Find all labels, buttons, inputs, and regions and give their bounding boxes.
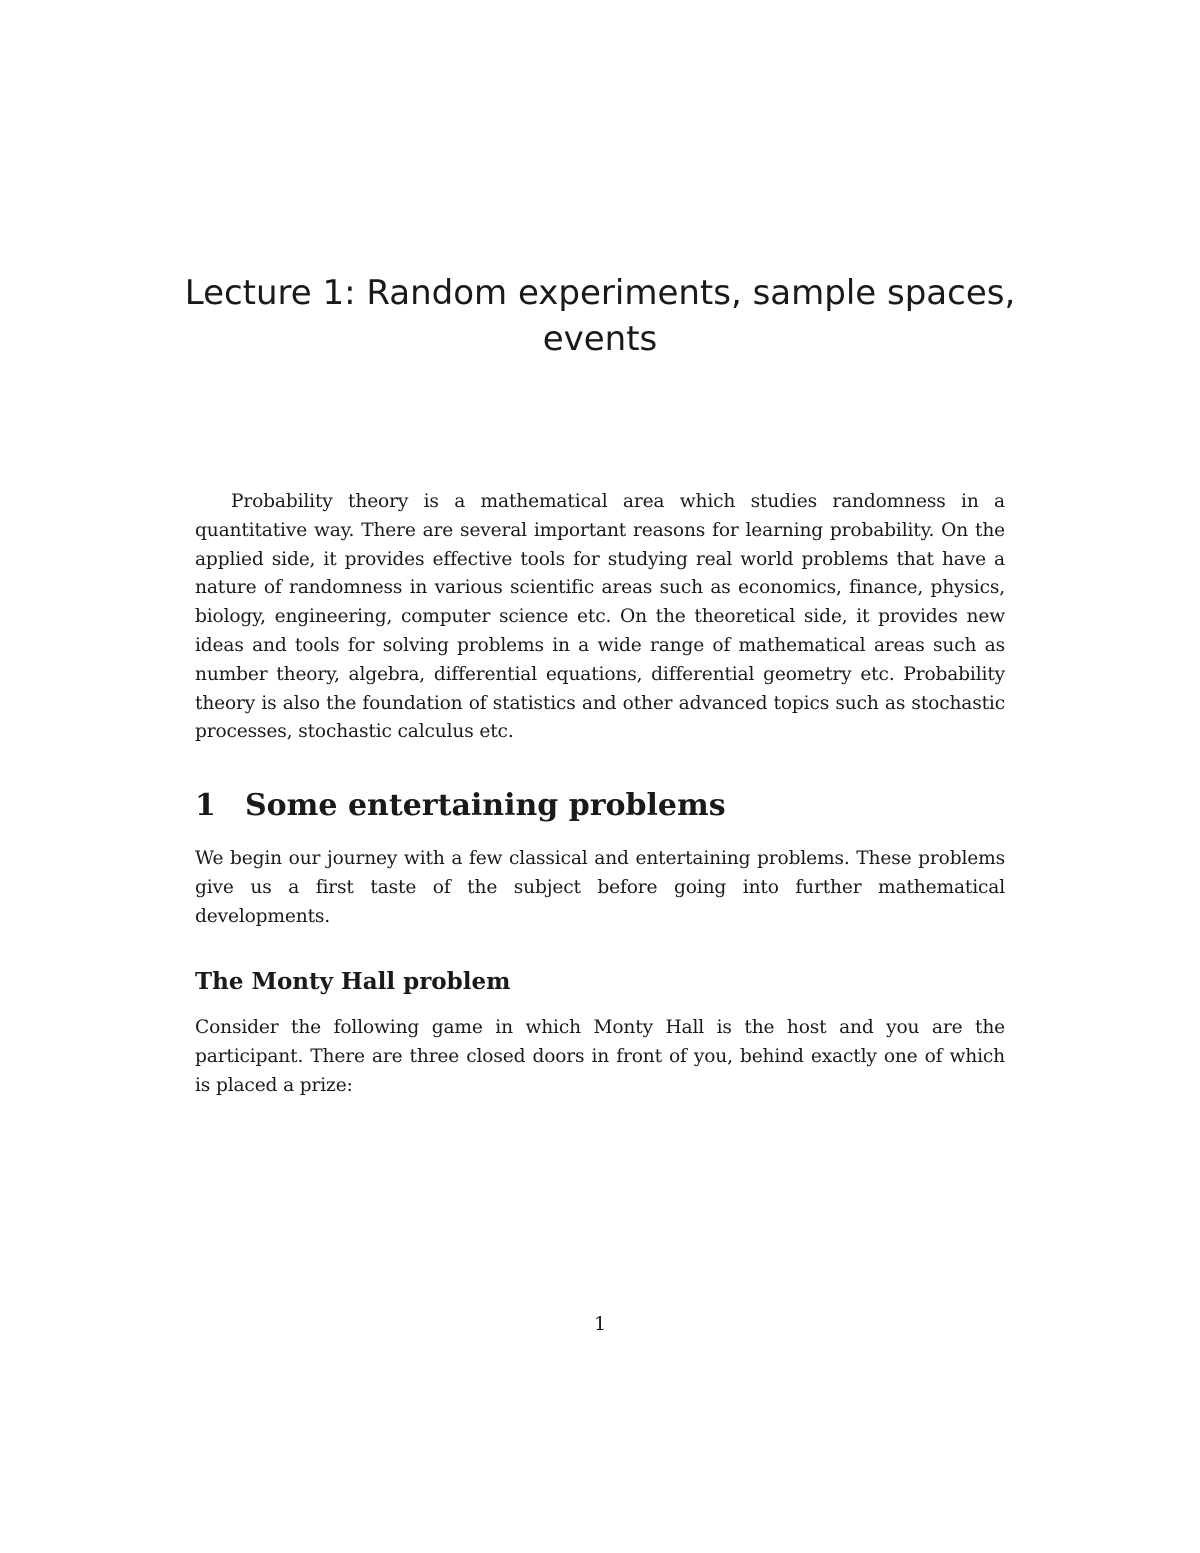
subsection-paragraph: Consider the following game in which Monty Hall is the host and you are the participant. There are three closed doors in front of you, behind exactly one of which is placed a prize: [195, 1017, 1005, 1096]
section-1-paragraph: We begin our journey with a few classical and entertaining problems. These problems give us a first taste of the subject before going into further mathematical developments. [195, 848, 1005, 927]
page-number: 1 [593, 1313, 607, 1335]
subsection-heading: The Monty Hall problem [195, 968, 511, 995]
intro-block [195, 488, 1005, 747]
intro-paragraph: Probability theory is a mathematical area which studies randomness in a quantitative way. There are several important reasons for learning probability. On the applied side, it provides effective tools for studying real world problems that have a nature of randomness in various scientific areas such as economics, finance, physics, biology, engineering, computer science etc. On the theoretical side, it provides new ideas and tools for solving problems in a wide range of mathematical areas such as number theory, algebra, differential equations, differential geometry etc. Probability theory is also the foundation of statistics and other advanced topics such as stochastic processes, stochastic calculus etc. [195, 491, 1005, 743]
title-line-1: Lecture 1: Random experiments, sample spaces, [184, 273, 1016, 313]
subsection-body [195, 1014, 1005, 1100]
section-1-body [195, 845, 1005, 931]
subsection-monty-hall [195, 966, 1005, 998]
lecture-title [160, 270, 1040, 362]
section-title: Some entertaining problems [245, 788, 726, 823]
section-number: 1 [195, 788, 216, 823]
section-heading [195, 786, 1005, 826]
section-1 [195, 786, 1005, 826]
title-line-2: events [542, 319, 658, 359]
